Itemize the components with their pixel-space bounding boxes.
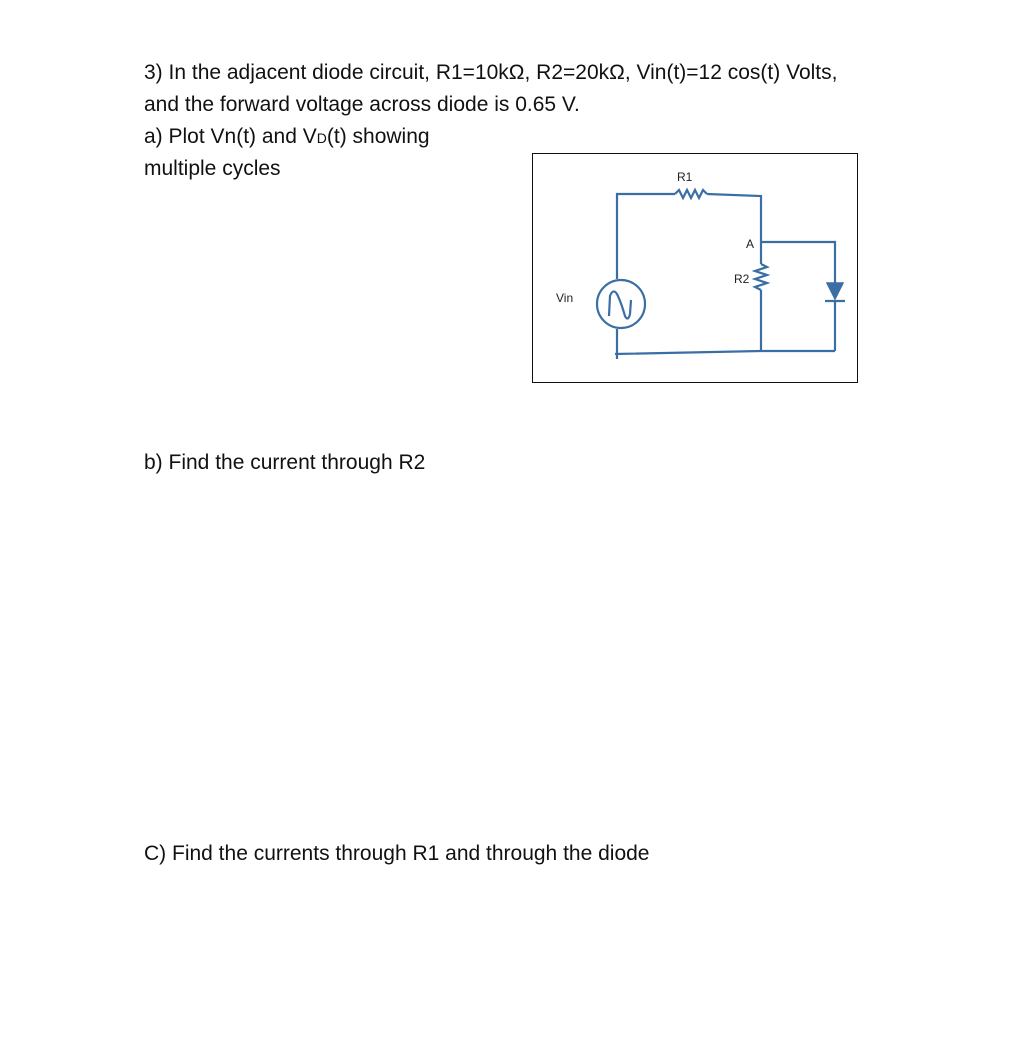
r2-resistor bbox=[755, 264, 767, 290]
r1-resistor bbox=[675, 190, 707, 198]
node-a-label: A bbox=[746, 237, 755, 251]
vin-label: Vin bbox=[556, 291, 574, 305]
circuit-diagram bbox=[532, 153, 858, 383]
r2-label: R2 bbox=[734, 272, 750, 286]
wire-bottom bbox=[615, 351, 835, 354]
part-c: C) Find the currents through R1 and through the diode bbox=[144, 842, 650, 865]
circuit-svg bbox=[533, 154, 859, 384]
wire-left-top bbox=[617, 194, 675, 279]
part-a-line-2: multiple cycles bbox=[144, 157, 281, 180]
part-a-line-1 bbox=[144, 121, 430, 154]
part-a-suffix: (t) showing bbox=[326, 125, 430, 148]
part-a-prefix: a) Plot Vn(t) and V bbox=[144, 125, 317, 148]
r1-label: R1 bbox=[677, 170, 693, 184]
question-line-2: and the forward voltage across diode is 0.65 V. bbox=[144, 93, 580, 116]
question-line-1: 3) In the adjacent diode circuit, R1=10kΩ, R2=20kΩ, Vin(t)=12 cos(t) Volts, bbox=[144, 61, 838, 84]
wire-top-right bbox=[707, 194, 761, 242]
part-b: b) Find the current through R2 bbox=[144, 451, 426, 474]
part-a-subscript: D bbox=[316, 130, 327, 146]
wire-node-a-to-diode bbox=[761, 242, 835, 286]
diode-icon bbox=[827, 283, 843, 299]
